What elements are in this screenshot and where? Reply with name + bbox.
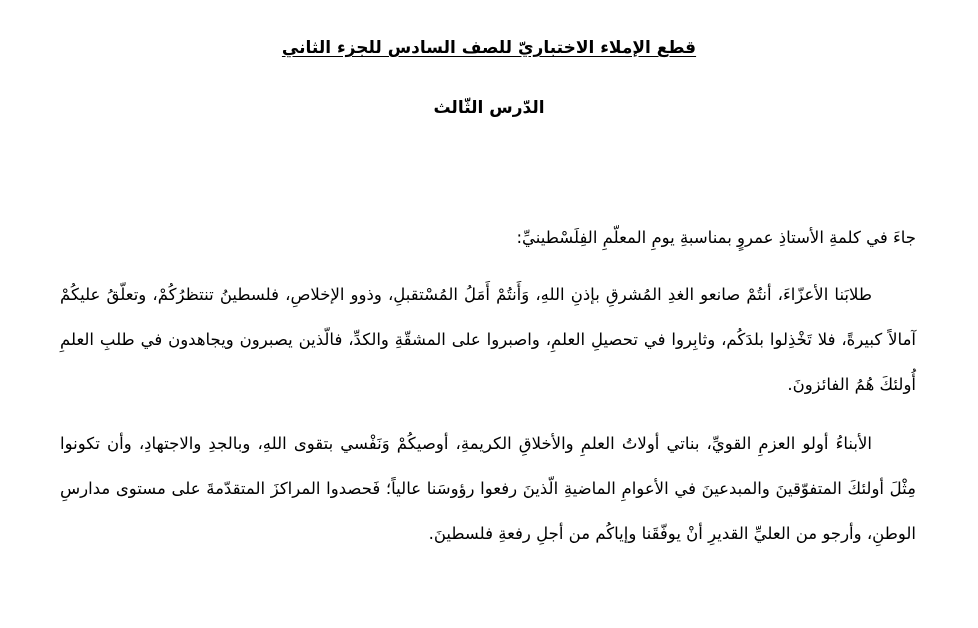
- document-title: قطع الإملاء الاختباريّ للصف السادس للجزء الثاني: [281, 38, 697, 58]
- paragraph-2: الأبناءُ أولو العزمِ القويِّ، بناتي أولاتُ العلمِ والأخلاقِ الكريمةِ، أوصيكُمْ وَنَفْسي بتقوى اللهِ، وبالجدِ والاجتهادِ، وأن تكونوا مِثْلَ أولئكَ المتفوّقينَ والمبدعينَ في الأعوامِ الماضيةِ الّذينَ رفعوا رؤوسَنا عالياً؛ فَحصدوا المراكزَ المتقدّمةَ على مستوى مدارسِ الوطنِ، وأرجو من العليِّ القديرِ أنْ يوفّقَنا وإياكُم من أجلِ رفعةِ فلسطينَ.: [60, 434, 916, 543]
- lesson-heading: الدّرس الثّالث: [433, 98, 545, 118]
- paragraph-1: طلابَنا الأعزّاءَ، أنتُمْ صانعو الغدِ المُشرقِ بإذنِ اللهِ، وَأَنتُمْ أَمَلُ المُسْتقبلِ، وذوو الإخلاصِ، فلسطينُ تنتظرُكُمْ، وتعلّقُ عليكُمْ آمالاً كبيرةً، فلا تَخْذِلوا بلدَكُم، وثابِروا في تحصيلِ العلمِ، واصبروا على المشقّةِ والكدِّ، فالّذين يصبرون ويجاهدون في طلبِ العلمِ أُولئكَ هُمُ الفائزونَ.: [60, 285, 916, 394]
- intro-line: جاءَ في كلمةِ الأستاذِ عمروٍ بمناسبةِ يومِ المعلّمِ الفِلَسْطينيِّ:: [516, 228, 916, 247]
